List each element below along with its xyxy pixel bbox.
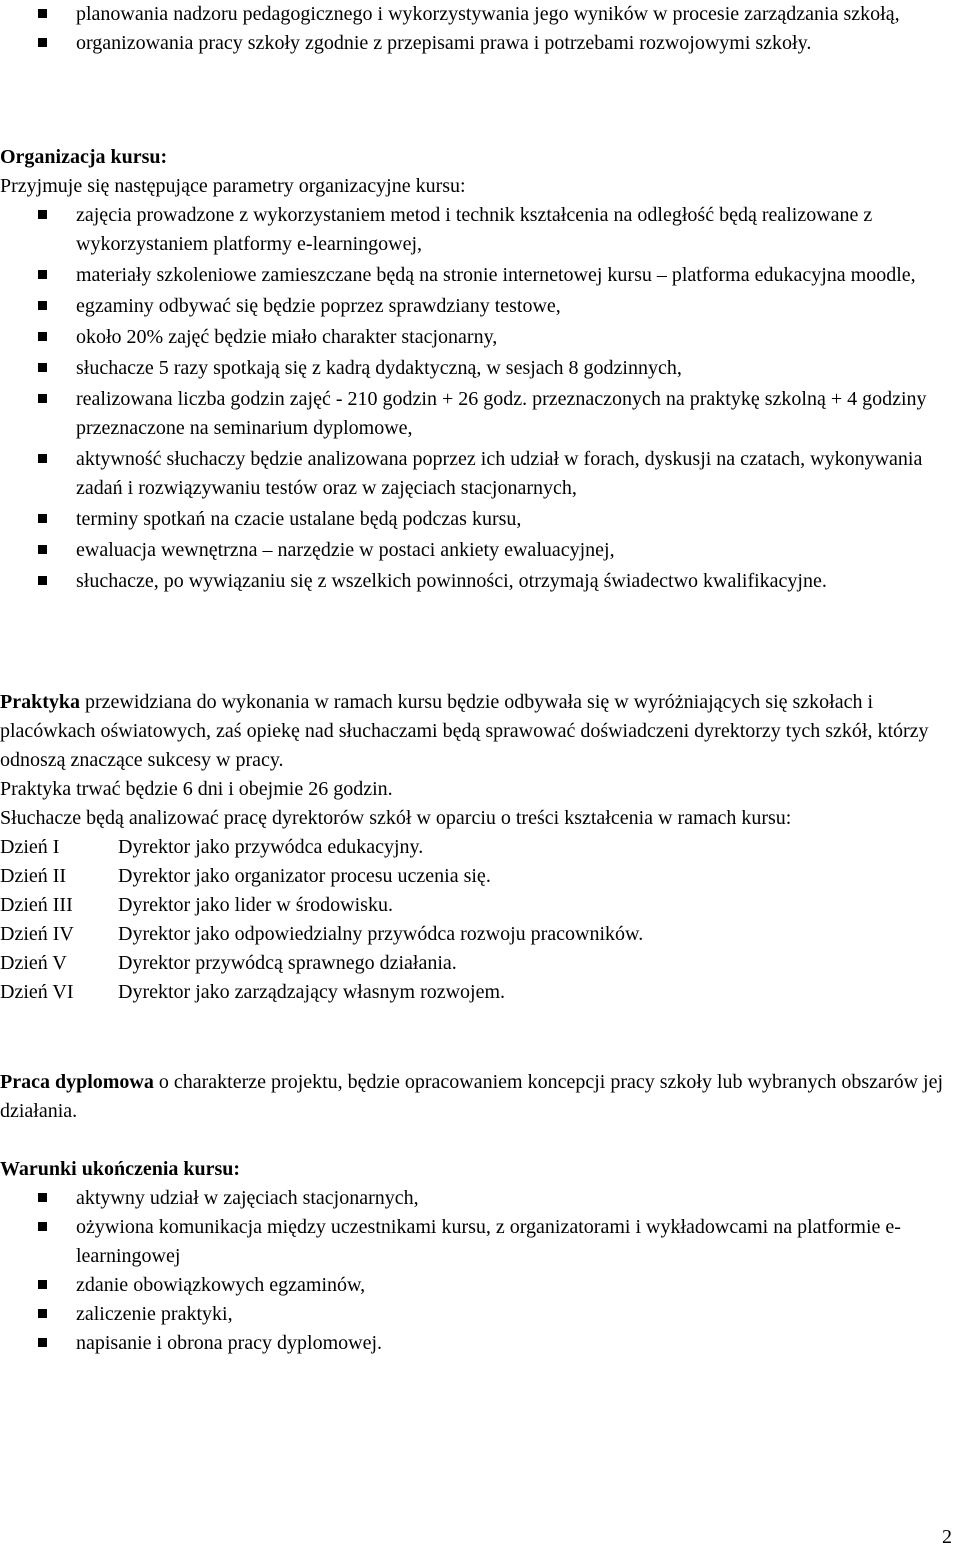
organizacja-section — [0, 143, 952, 598]
day-topic: Dyrektor jako organizator procesu uczenia się. — [118, 865, 491, 887]
warunki-section — [0, 1155, 952, 1358]
list-item: aktywny udział w zajęciach stacjonarnych, — [0, 1184, 952, 1213]
day-label: Dzień I — [0, 836, 60, 858]
day-topic: Dyrektor jako zarządzający własnym rozwojem. — [118, 981, 506, 1003]
list-item: zaliczenie praktyki, — [0, 1300, 952, 1329]
list-item: aktywność słuchaczy będzie analizowana poprzez ich udział w forach, dyskusji na czatach, wykonywania zadań i rozwiązywaniu testów oraz w zajęciach stacjonarnych, — [0, 445, 952, 503]
list-item: zdanie obowiązkowych egzaminów, — [0, 1271, 952, 1300]
praktyka-bold-term: Praktyka — [0, 691, 80, 713]
day-row — [0, 949, 952, 978]
day-row — [0, 891, 952, 920]
section-intro: Przyjmuje się następujące parametry organizacyjne kursu: — [0, 175, 466, 197]
day-label: Dzień VI — [0, 981, 74, 1003]
page-number: 2 — [942, 1526, 952, 1548]
list-item: ożywiona komunikacja między uczestnikami kursu, z organizatorami i wykładowcami na platformie e-learningowej — [0, 1213, 952, 1271]
praca-bold-term: Praca dyplomowa — [0, 1071, 154, 1093]
praktyka-duration: Praktyka trwać będzie 6 dni i obejmie 26 godzin. — [0, 778, 393, 800]
list-item: materiały szkoleniowe zamieszczane będą na stronie internetowej kursu – platforma edukacyjna moodle, — [0, 261, 952, 290]
list-item: terminy spotkań na czacie ustalane będą podczas kursu, — [0, 505, 952, 534]
day-topic: Dyrektor przywódcą sprawnego działania. — [118, 952, 457, 974]
section-heading: Warunki ukończenia kursu: — [0, 1158, 241, 1180]
praktyka-section — [0, 688, 952, 1007]
list-item: słuchacze 5 razy spotkają się z kadrą dydaktyczną, w sesjach 8 godzinnych, — [0, 354, 952, 383]
day-row — [0, 978, 952, 1007]
warunki-list — [0, 1184, 952, 1358]
organizacja-list — [0, 201, 952, 596]
day-topic: Dyrektor jako odpowiedzialny przywódca rozwoju pracowników. — [118, 923, 644, 945]
day-label: Dzień II — [0, 865, 67, 887]
praca-dyplomowa-section — [0, 1068, 952, 1126]
day-topic: Dyrektor jako przywódca edukacyjny. — [118, 836, 424, 858]
list-item: organizowania pracy szkoły zgodnie z przepisami prawa i potrzebami rozwojowymi szkoły. — [0, 29, 952, 58]
list-item: egzaminy odbywać się będzie poprzez sprawdziany testowe, — [0, 292, 952, 321]
list-item: planowania nadzoru pedagogicznego i wykorzystywania jego wyników w procesie zarządzania szkołą, — [0, 0, 952, 29]
days-list — [0, 833, 952, 1007]
section-heading: Organizacja kursu: — [0, 146, 168, 168]
praca-text: o charakterze projektu, będzie opracowaniem koncepcji pracy szkoły lub wybranych obszarów jej działania. — [0, 1071, 944, 1122]
praktyka-intro: Słuchacze będą analizować pracę dyrektorów szkół w oparciu o treści kształcenia w ramach kursu: — [0, 807, 792, 829]
praca-paragraph — [0, 1068, 952, 1126]
day-label: Dzień V — [0, 952, 67, 974]
list-item: słuchacze, po wywiązaniu się z wszelkich powinności, otrzymają świadectwo kwalifikacyjne. — [0, 567, 952, 596]
praktyka-text: przewidziana do wykonania w ramach kursu będzie odbywała się w wyróżniających się szkołach i placówkach oświatowych, zaś opiekę nad słuchaczami będą sprawować doświadczeni dyrektorzy tych szkół, którzy odnoszą znaczące sukcesy w pracy. — [0, 691, 929, 771]
list-item: około 20% zajęć będzie miało charakter stacjonarny, — [0, 323, 952, 352]
praktyka-paragraph — [0, 688, 952, 775]
top-bullet-list — [0, 0, 952, 58]
list-item: realizowana liczba godzin zajęć - 210 godzin + 26 godz. przeznaczonych na praktykę szkolną + 4 godziny przeznaczone na seminarium dyplomowe, — [0, 385, 952, 443]
day-topic: Dyrektor jako lider w środowisku. — [118, 894, 393, 916]
day-row — [0, 920, 952, 949]
list-item: napisanie i obrona pracy dyplomowej. — [0, 1329, 952, 1358]
day-row — [0, 833, 952, 862]
list-item: zajęcia prowadzone z wykorzystaniem metod i technik kształcenia na odległość będą realizowane z wykorzystaniem platformy e-learningowej, — [0, 201, 952, 259]
day-row — [0, 862, 952, 891]
day-label: Dzień IV — [0, 923, 74, 945]
day-label: Dzień III — [0, 894, 73, 916]
list-item: ewaluacja wewnętrzna – narzędzie w postaci ankiety ewaluacyjnej, — [0, 536, 952, 565]
